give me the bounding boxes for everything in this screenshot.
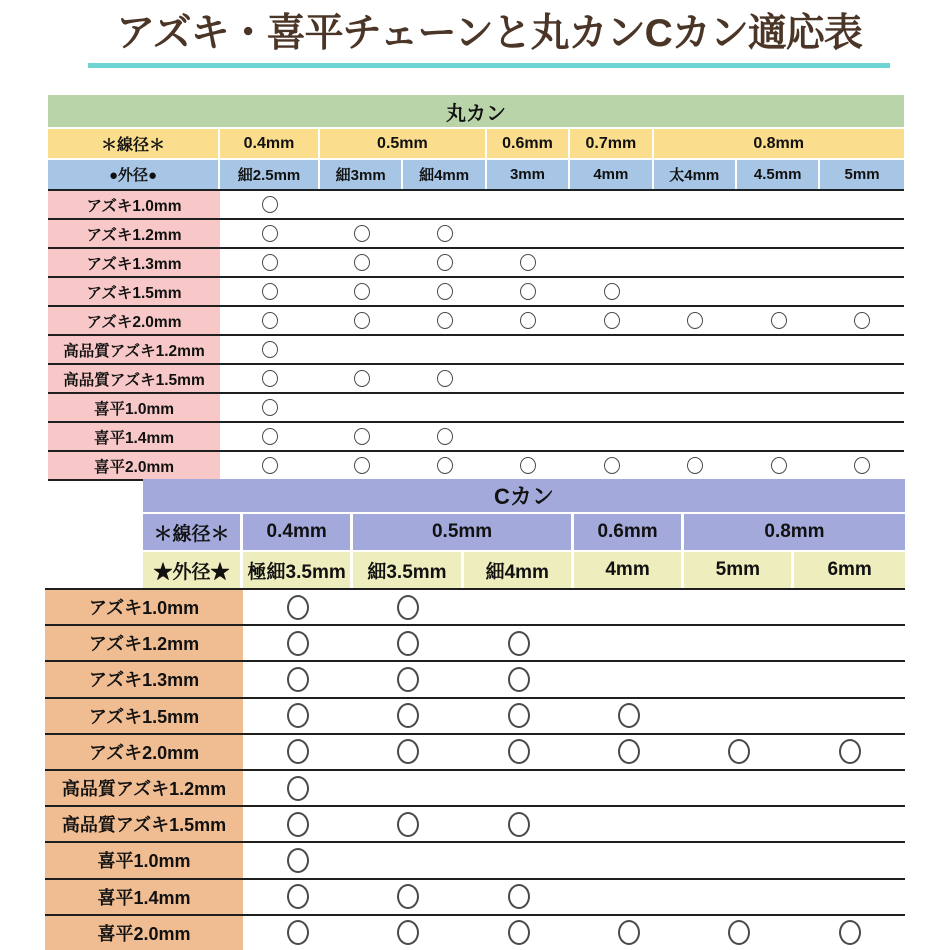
chain-row — [45, 697, 905, 733]
compat-cell — [487, 336, 570, 363]
chain-row — [48, 247, 904, 276]
compat-cell — [220, 394, 320, 421]
chain-row — [48, 189, 904, 218]
compat-cell — [654, 452, 737, 479]
chain-row — [48, 421, 904, 450]
compat-cell — [464, 590, 574, 624]
compat-cell — [737, 452, 820, 479]
compat-cell — [487, 394, 570, 421]
compat-cell — [574, 699, 684, 733]
chain-row — [45, 805, 905, 841]
compat-cell — [570, 220, 653, 247]
compat-circle-icon — [771, 457, 787, 474]
compat-cell — [737, 365, 820, 392]
chain-label: アズキ1.3mm — [48, 249, 220, 276]
compat-cell — [654, 307, 737, 334]
compat-circle-icon — [520, 457, 536, 474]
compat-cell — [684, 735, 794, 769]
compat-circle-icon — [262, 428, 278, 445]
compat-cell — [794, 916, 904, 950]
compat-circle-icon — [287, 812, 309, 837]
chain-label: アズキ1.2mm — [48, 220, 220, 247]
compat-circle-icon — [437, 428, 453, 445]
maru-table-body — [48, 189, 904, 479]
compat-cell — [220, 220, 320, 247]
compat-circle-icon — [262, 457, 278, 474]
chain-label: 高品質アズキ1.2mm — [45, 771, 243, 805]
compat-cell — [684, 807, 794, 841]
compat-cell — [820, 365, 903, 392]
compat-cell — [574, 590, 684, 624]
compat-circle-icon — [354, 283, 370, 300]
compat-cell — [220, 423, 320, 450]
compat-cell — [353, 771, 463, 805]
compat-cell — [570, 278, 653, 305]
compat-circle-icon — [508, 667, 530, 692]
chain-row — [48, 450, 904, 479]
chain-label: 高品質アズキ1.2mm — [48, 336, 220, 363]
compat-cell — [403, 452, 486, 479]
compat-cell — [820, 423, 903, 450]
compat-circle-icon — [839, 920, 861, 945]
compat-circle-icon — [604, 312, 620, 329]
outer-diameter-cell: 3mm — [487, 160, 570, 189]
compat-circle-icon — [728, 920, 750, 945]
compat-cell — [243, 771, 353, 805]
compat-circle-icon — [437, 225, 453, 242]
compat-cell — [820, 220, 903, 247]
compat-cell — [574, 916, 684, 950]
compat-cell — [243, 735, 353, 769]
compat-circle-icon — [437, 312, 453, 329]
compat-cell — [574, 735, 684, 769]
outer-diameter-cell: 5mm — [684, 552, 794, 588]
compat-circle-icon — [854, 312, 870, 329]
compat-cell — [654, 278, 737, 305]
compat-cell — [464, 626, 574, 660]
compat-circle-icon — [287, 884, 309, 909]
c-kan-table-body — [45, 588, 905, 950]
compat-cell — [487, 278, 570, 305]
outer-diameter-cell: 5mm — [820, 160, 903, 189]
compat-cell — [487, 249, 570, 276]
compat-cell — [570, 423, 653, 450]
compat-circle-icon — [287, 703, 309, 728]
compat-cell — [464, 699, 574, 733]
outer-diameter-cell: 6mm — [794, 552, 904, 588]
outer-diameter-cell: 細4mm — [403, 160, 486, 189]
compat-cell — [464, 843, 574, 877]
compat-circle-icon — [728, 739, 750, 764]
wire-diameter-cell: 0.7mm — [570, 129, 653, 158]
compat-circle-icon — [354, 428, 370, 445]
compat-cell — [737, 423, 820, 450]
compat-cell — [243, 807, 353, 841]
compat-cell — [353, 807, 463, 841]
compat-circle-icon — [508, 631, 530, 656]
compat-circle-icon — [397, 739, 419, 764]
chain-label: 高品質アズキ1.5mm — [48, 365, 220, 392]
compat-cell — [353, 843, 463, 877]
compat-cell — [794, 699, 904, 733]
compat-cell — [353, 662, 463, 696]
chain-label: 高品質アズキ1.5mm — [45, 807, 243, 841]
wire-diameter-cell: 0.4mm — [220, 129, 320, 158]
compat-cell — [820, 278, 903, 305]
compat-cell — [570, 452, 653, 479]
compat-circle-icon — [354, 457, 370, 474]
maru-kan-table-header: 丸カン — [48, 95, 904, 127]
compat-circle-icon — [437, 254, 453, 271]
compat-cell — [684, 843, 794, 877]
compat-cell — [654, 394, 737, 421]
compat-cell — [320, 220, 403, 247]
wire-diameter-cell: 0.6mm — [574, 514, 684, 550]
compat-cell — [220, 278, 320, 305]
compat-cell — [684, 626, 794, 660]
chain-row — [45, 660, 905, 696]
compat-cell — [737, 249, 820, 276]
compat-cell — [737, 191, 820, 218]
compat-cell — [464, 880, 574, 914]
compat-cell — [574, 807, 684, 841]
compat-circle-icon — [618, 703, 640, 728]
compat-cell — [737, 220, 820, 247]
compat-circle-icon — [262, 254, 278, 271]
chain-row — [48, 334, 904, 363]
maru-wire-diameter-row — [48, 129, 904, 158]
compat-cell — [403, 220, 486, 247]
compat-circle-icon — [687, 457, 703, 474]
compat-cell — [243, 590, 353, 624]
compat-cell — [243, 699, 353, 733]
compat-cell — [464, 662, 574, 696]
compat-cell — [403, 249, 486, 276]
compat-circle-icon — [262, 341, 278, 358]
compat-cell — [487, 220, 570, 247]
chain-row — [45, 914, 905, 950]
compat-circle-icon — [262, 312, 278, 329]
compat-cell — [684, 699, 794, 733]
compat-cell — [353, 880, 463, 914]
compat-cell — [654, 336, 737, 363]
wire-diameter-cell: 0.5mm — [320, 129, 487, 158]
chain-label: アズキ2.0mm — [45, 735, 243, 769]
compat-circle-icon — [508, 739, 530, 764]
compat-cell — [220, 307, 320, 334]
compat-cell — [487, 307, 570, 334]
compat-circle-icon — [604, 283, 620, 300]
outer-diameter-cell: 極細3.5mm — [243, 552, 353, 588]
compat-cell — [487, 191, 570, 218]
compat-cell — [464, 916, 574, 950]
wire-diameter-cell: 0.4mm — [243, 514, 353, 550]
compat-cell — [820, 307, 903, 334]
compat-cell — [574, 880, 684, 914]
wire-diameter-cell: 0.6mm — [487, 129, 570, 158]
compat-cell — [353, 590, 463, 624]
compat-cell — [243, 916, 353, 950]
compat-cell — [794, 880, 904, 914]
compat-circle-icon — [397, 631, 419, 656]
compat-cell — [403, 191, 486, 218]
compat-cell — [320, 365, 403, 392]
compat-circle-icon — [354, 225, 370, 242]
maru-kan-table — [48, 95, 904, 481]
maru-outer-row-label: ●外径● — [48, 160, 220, 189]
compat-cell — [403, 307, 486, 334]
chain-row — [45, 624, 905, 660]
compat-cell — [403, 278, 486, 305]
compat-circle-icon — [287, 920, 309, 945]
compat-circle-icon — [397, 667, 419, 692]
compat-circle-icon — [262, 283, 278, 300]
compat-cell — [654, 249, 737, 276]
compat-circle-icon — [508, 703, 530, 728]
compat-circle-icon — [508, 884, 530, 909]
compat-cell — [654, 191, 737, 218]
compat-cell — [570, 394, 653, 421]
compat-cell — [574, 843, 684, 877]
chain-label: 喜平1.0mm — [48, 394, 220, 421]
compat-cell — [320, 191, 403, 218]
wire-diameter-cell: 0.5mm — [353, 514, 574, 550]
compat-circle-icon — [287, 667, 309, 692]
compat-circle-icon — [287, 595, 309, 620]
chain-label: 喜平1.4mm — [48, 423, 220, 450]
compat-cell — [464, 771, 574, 805]
compat-cell — [654, 423, 737, 450]
chain-label: アズキ1.5mm — [45, 699, 243, 733]
compat-cell — [654, 220, 737, 247]
compat-circle-icon — [262, 196, 278, 213]
compat-cell — [684, 916, 794, 950]
compat-cell — [353, 699, 463, 733]
compat-circle-icon — [687, 312, 703, 329]
wire-diameter-cell: 0.8mm — [684, 514, 905, 550]
compat-cell — [794, 590, 904, 624]
compat-cell — [684, 590, 794, 624]
compat-circle-icon — [520, 254, 536, 271]
chain-label: 喜平2.0mm — [45, 916, 243, 950]
compat-circle-icon — [354, 312, 370, 329]
compat-cell — [243, 662, 353, 696]
compat-cell — [403, 423, 486, 450]
compat-circle-icon — [618, 739, 640, 764]
compat-cell — [320, 278, 403, 305]
compat-circle-icon — [354, 254, 370, 271]
chain-row — [48, 305, 904, 334]
compat-cell — [574, 626, 684, 660]
compat-cell — [794, 771, 904, 805]
compat-cell — [794, 662, 904, 696]
chain-row — [45, 733, 905, 769]
outer-diameter-cell: 細3.5mm — [353, 552, 463, 588]
compat-circle-icon — [287, 776, 309, 801]
wire-diameter-cell: 0.8mm — [654, 129, 904, 158]
compat-circle-icon — [397, 884, 419, 909]
chain-label: 喜平1.0mm — [45, 843, 243, 877]
chain-label: アズキ1.0mm — [48, 191, 220, 218]
compat-circle-icon — [287, 631, 309, 656]
compat-cell — [353, 735, 463, 769]
outer-diameter-cell: 細2.5mm — [220, 160, 320, 189]
chain-row — [48, 276, 904, 305]
chain-row — [45, 769, 905, 805]
compat-cell — [574, 771, 684, 805]
compat-circle-icon — [854, 457, 870, 474]
compat-circle-icon — [437, 370, 453, 387]
compat-circle-icon — [262, 225, 278, 242]
compat-circle-icon — [839, 739, 861, 764]
chain-row — [48, 392, 904, 421]
chain-label: アズキ2.0mm — [48, 307, 220, 334]
outer-diameter-cell: 4.5mm — [737, 160, 820, 189]
chain-row — [45, 588, 905, 624]
compat-cell — [243, 843, 353, 877]
compat-circle-icon — [520, 283, 536, 300]
compat-cell — [403, 394, 486, 421]
compat-cell — [220, 336, 320, 363]
chain-label: アズキ1.3mm — [45, 662, 243, 696]
compat-cell — [654, 365, 737, 392]
chain-row — [45, 841, 905, 877]
compat-circle-icon — [287, 739, 309, 764]
compat-cell — [220, 249, 320, 276]
chain-label: アズキ1.2mm — [45, 626, 243, 660]
compat-cell — [794, 843, 904, 877]
c-kan-table-header: Cカン — [143, 479, 905, 512]
compat-circle-icon — [520, 312, 536, 329]
compat-cell — [684, 662, 794, 696]
compat-cell — [320, 307, 403, 334]
compat-cell — [570, 336, 653, 363]
compat-cell — [737, 394, 820, 421]
c-outer-diameter-row — [143, 552, 905, 588]
compat-cell — [220, 452, 320, 479]
compat-circle-icon — [437, 457, 453, 474]
compat-cell — [353, 626, 463, 660]
compat-circle-icon — [771, 312, 787, 329]
compat-cell — [737, 307, 820, 334]
compat-cell — [570, 307, 653, 334]
compat-cell — [820, 191, 903, 218]
outer-diameter-cell: 細3mm — [320, 160, 403, 189]
compat-cell — [353, 916, 463, 950]
c-kan-table-head — [143, 479, 905, 588]
compat-cell — [403, 365, 486, 392]
compat-cell — [220, 191, 320, 218]
compat-cell — [684, 771, 794, 805]
compat-cell — [737, 336, 820, 363]
compat-cell — [684, 880, 794, 914]
compat-circle-icon — [508, 812, 530, 837]
maru-outer-diameter-row — [48, 160, 904, 189]
outer-diameter-cell: 4mm — [574, 552, 684, 588]
compat-circle-icon — [397, 812, 419, 837]
compat-cell — [320, 336, 403, 363]
compat-cell — [794, 735, 904, 769]
compat-circle-icon — [437, 283, 453, 300]
chain-row — [48, 218, 904, 247]
chain-label: アズキ1.5mm — [48, 278, 220, 305]
compat-cell — [464, 735, 574, 769]
compat-circle-icon — [604, 457, 620, 474]
compat-cell — [464, 807, 574, 841]
chain-label: 喜平1.4mm — [45, 880, 243, 914]
compat-cell — [320, 249, 403, 276]
compat-cell — [737, 278, 820, 305]
compat-cell — [574, 662, 684, 696]
c-wire-row-label: ＊線径＊ — [143, 514, 243, 550]
outer-diameter-cell: 細4mm — [464, 552, 574, 588]
compat-cell — [243, 880, 353, 914]
compat-cell — [794, 807, 904, 841]
c-wire-diameter-row — [143, 514, 905, 550]
compat-circle-icon — [262, 399, 278, 416]
compat-cell — [570, 191, 653, 218]
compat-cell — [320, 452, 403, 479]
compat-cell — [403, 336, 486, 363]
outer-diameter-cell: 太4mm — [654, 160, 737, 189]
compat-cell — [570, 249, 653, 276]
compat-cell — [820, 336, 903, 363]
compat-circle-icon — [508, 920, 530, 945]
compat-circle-icon — [397, 703, 419, 728]
compat-cell — [820, 394, 903, 421]
compat-cell — [820, 249, 903, 276]
page-title: アズキ・喜平チェーンと丸カンCカン適応表 — [116, 12, 862, 55]
chain-row — [48, 363, 904, 392]
compat-cell — [794, 626, 904, 660]
maru-wire-row-label: ＊線径＊ — [48, 129, 220, 158]
page-title-underline — [88, 13, 890, 68]
outer-diameter-cell: 4mm — [570, 160, 653, 189]
c-outer-row-label: ★外径★ — [143, 552, 243, 588]
chain-row — [45, 878, 905, 914]
compat-cell — [487, 452, 570, 479]
compat-cell — [320, 423, 403, 450]
compat-cell — [220, 365, 320, 392]
compat-circle-icon — [262, 370, 278, 387]
compat-cell — [320, 394, 403, 421]
chain-label: 喜平2.0mm — [48, 452, 220, 479]
compat-circle-icon — [397, 595, 419, 620]
compat-cell — [570, 365, 653, 392]
compat-cell — [487, 423, 570, 450]
compat-cell — [243, 626, 353, 660]
chain-label: アズキ1.0mm — [45, 590, 243, 624]
compat-circle-icon — [397, 920, 419, 945]
compat-circle-icon — [354, 370, 370, 387]
compat-cell — [820, 452, 903, 479]
compat-circle-icon — [287, 848, 309, 873]
compat-cell — [487, 365, 570, 392]
compat-circle-icon — [618, 920, 640, 945]
